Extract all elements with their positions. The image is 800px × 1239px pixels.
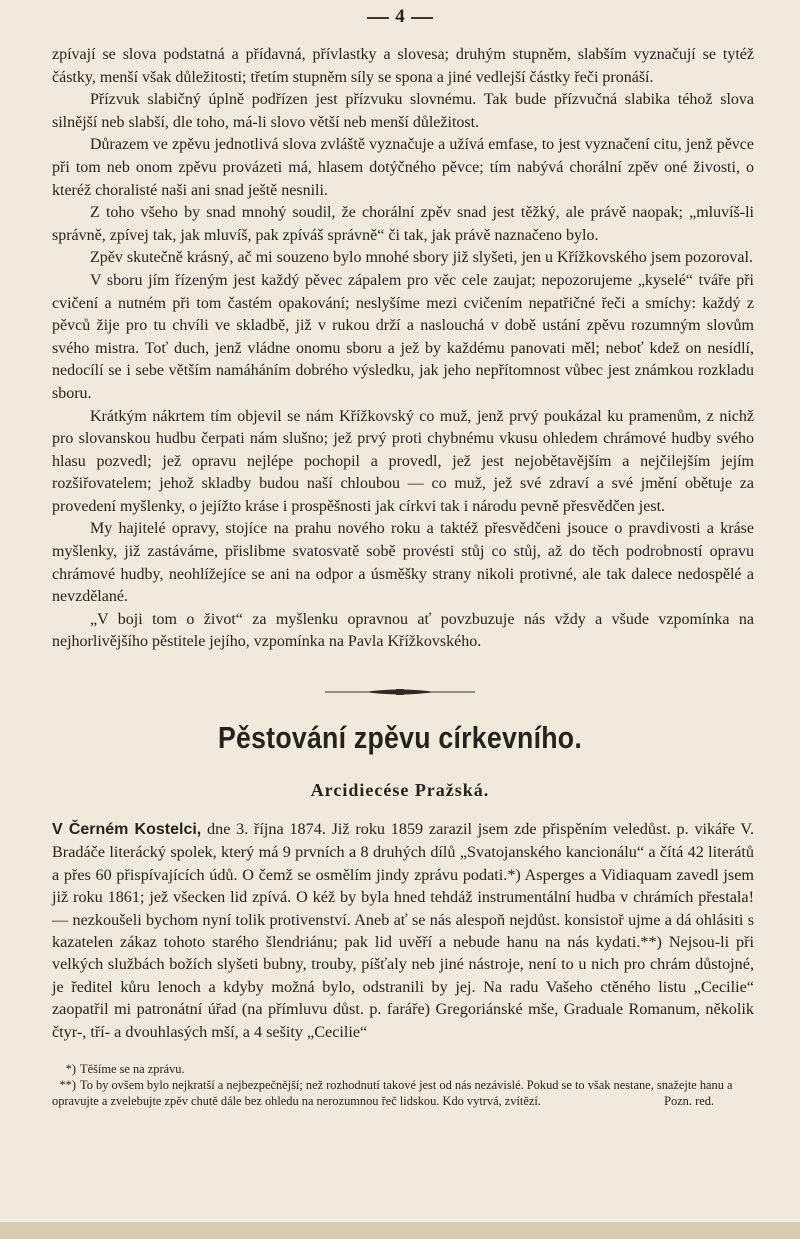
report-text: dne 3. října 1874. Již roku 1859 zarazil jsem zde přispěním veledůst. p. vikáře V. Bradáče literácký spolek, který má 9 prvních a 8 druhých dílů „Svatojanského kancionálu“ a čítá 42 literátů a přes 60 přispívajících údů. O čemž se osmělím jindy zprávu podati.*) Asperges a Vidiaquam zavedl jsem již roku 1861; jež všecken lid zpívá. O kéž by byla hned tehdáž instrumentální hudba v chrámích přestala! — nezkoušeli bychom nyní tolik protivenství. Aneb ať se nás alespoň nejdůst. konsistoř ujme a dá ohlásiti s kazatelen zákaz tohoto starého šlendriánu; pak lid uvěří a nebude hanu na nás kydati.**) Nejsou-li při velkých službách božích slyšeti bubny, trouby, píšťaly neb jiné nástroje, není to u nich pro chrám důstojné, je ředitel kůru lenoch a kdyby možná bylo, odstranili by jej. Na radu Vašeho ctěného listu „Cecilie“ zaopatřil mi patronátní úřad (na přímluvu důst. p. faráře) Gregoriánské mše, Graduale Romanum, několik čtyr-, tří- a dvouhlasých mší, a 4 sešity „Cecilie“ <box>52 820 755 1041</box>
paragraph: Přízvuk slabičný úplně podřízen jest přízvuku slovnému. Tak bude přízvučná slabika téhož slova silnější neb slabší, dle toho, má-li slovo větší neb menší důležitost. <box>52 91 754 131</box>
footnote-mark: **) <box>59 1077 76 1092</box>
page-number-value: 4 <box>395 6 405 27</box>
footnote-mark: *) <box>65 1062 76 1076</box>
paragraph: Zpěv skutečně krásný, ač mi souzeno bylo mnohé sbory již slyšeti, jen u Křížkovského jsem pozoroval. <box>90 249 753 267</box>
ornamental-divider <box>0 684 800 702</box>
footnotes <box>52 1062 754 1109</box>
footnote-text: Těšíme se na zprávu. <box>80 1062 185 1076</box>
article-body <box>52 44 754 654</box>
page-number <box>0 6 800 28</box>
editor-signature: Pozn. red. <box>664 1093 714 1108</box>
report-lead: V Černém Kostelci, <box>52 821 202 838</box>
paragraph: V sboru jím řízeným jest každý pěvec zápalem pro věc cele zaujat; nepozorujeme „kyselé“ tváře při cvičení a nutném při tom častém opakování; neslyšíme mezi cvičením nepatřičné řeči a smíchy: každý z pěvců žije pro tu chvíli ve skladbě, již v rukou drží a naslouchá v době ustání zpěvu rozumným slovům svého mistra. Toť duch, jenž vládne onomu sboru a jež by každému panovati měl; neboť kdež on nesídlí, nedocílí se i sebe větším namáháním dobrého výsledku, jak jeho nepřítomnost vůbec jest známkou rozkladu sboru. <box>52 271 754 402</box>
ornament-rule-icon <box>325 687 475 697</box>
report-paragraph <box>52 818 754 1043</box>
paragraph: Důrazem ve zpěvu jednotlivá slova zvláště vyznačuje a užívá emfase, to jest vyznačení citu, jenž pěvce při tom neb onom zpěvu provázeti má, hlasem dotýčného pěvce; tím nabývá chorální zpěv oné živosti, o kteréž choralisté naši ani snad ještě nesnili. <box>52 136 754 199</box>
section-subheading: Arcidiecése Pražská. <box>310 780 490 800</box>
paragraph: Krátkým nákrtem tím objevil se nám Křížkovský co muž, jenž prvý poukázal ku pramenům, z nichž pro slovanskou hudbu čerpati nám slušno; jež prvý proti chybnému vkusu ohledem chrámové hudby svého hlasu pozvedl; jež opravu nejlépe pochopil a provedl, jež jest nejobětavějším a nejčilejším jejím rozšiřovatelem; jehož skladby budou naší chloubou — co muž, jež své zdraví a své jmění obětuje za provedení myšlenky, o jejížto kráse i prospěšnosti jak církvi tak i národu pevně přesvědčen jest. <box>52 407 754 515</box>
report-body <box>52 818 754 1043</box>
paragraph: My hajitelé opravy, stojíce na prahu nového roku a taktéž přesvědčeni jsouce o pravdivosti a kráse myšlenky, již zastáváme, přislibme svatosvatě sobě provésti stůj co stůj, až do těch podrobností opravu chrámové hudby, neohlížejíce se ani na odpor a úsměšky strany nikoli protivné, ale tak dalece nedospělé a nevzdělané. <box>52 520 754 606</box>
page-number-dash-right <box>411 17 433 19</box>
page-number-dash-left <box>367 17 389 19</box>
paragraph: Z toho všeho by snad mnohý soudil, že chorální zpěv snad jest těžký, ale právě naopak; „mluvíš-li správně, zpívej tak, jak mluvíš, pak zpíváš správně“ či tak, jak právě naznačeno bylo. <box>52 204 754 244</box>
footnote-text: To by ovšem bylo nejkratší a nejbezpečnější; než rozhodnutí takové jest od nás nezávislé. Pokud se to však nestane, snažejte hanu a opravujte a zvelebujte zpěv chutě dále bez ohledu na nerozumnou řeč lidskou. Kdo vytrvá, zvítězí. <box>52 1077 733 1108</box>
footnote <box>52 1062 754 1078</box>
page-bottom-edge <box>0 1222 800 1239</box>
paragraph: „V boji tom o život“ za myšlenku opravnou ať povzbuzuje nás vždy a všude vzpomínka na nejhorlivějšího pěstitele jejího, vzpomínka na Pavla Křížkovského. <box>52 610 754 651</box>
paragraph: zpívají se slova podstatná a přídavná, přívlastky a slovesa; druhým stupněm, slabším vyznačují se tytéž částky, menší však důležitosti; třetím stupněm síly se spona a jiné vedlejší částky řeči pronáší. <box>52 46 754 86</box>
section-heading: Pěstování zpěvu církevního. <box>217 720 583 755</box>
